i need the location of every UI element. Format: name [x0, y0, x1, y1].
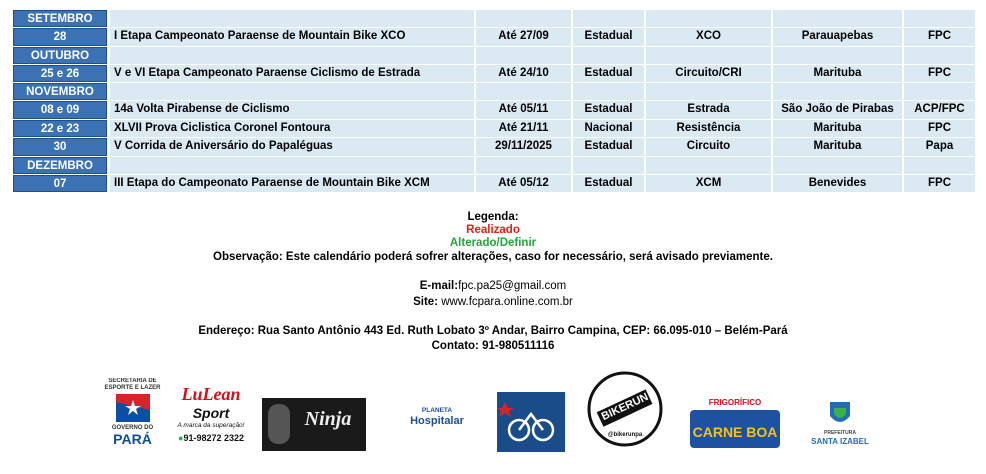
santa-line1: PREFEITURA [824, 430, 856, 436]
cell-modality: Estrada [646, 101, 771, 119]
cell-name: III Etapa do Campeonato Paraense de Mountain Bike XCM [110, 175, 474, 193]
lulean-logo [171, 384, 251, 454]
legend-done: Realizado [466, 224, 520, 236]
cell-city: Marituba [773, 138, 902, 156]
empty-cell [110, 10, 474, 27]
cell-deadline: Até 05/12 [476, 175, 571, 193]
cell-org: FPC [904, 65, 975, 83]
cell-city: Parauapebas [773, 28, 902, 46]
rider-icon [268, 404, 290, 444]
lulean-tag: A marca da superação! [177, 422, 245, 429]
cell-date: 22 e 23 [13, 120, 107, 138]
event-row [13, 120, 975, 139]
cell-modality: Circuito/CRI [646, 65, 771, 83]
governo-logo-line2: ESPORTE E LAZER [104, 385, 161, 391]
month-label: SETEMBRO [13, 10, 107, 27]
empty-cell [573, 83, 644, 100]
governo-logo-line1: SECRETARIA DE [108, 378, 157, 384]
santa-line2: SANTA IZABEL [811, 437, 869, 446]
cell-modality: XCM [646, 175, 771, 193]
legend-title: Legenda: [467, 211, 519, 223]
bikerun-logo [586, 370, 664, 448]
ninja-text: Ninja [304, 408, 352, 430]
empty-cell [646, 83, 771, 100]
cell-level: Estadual [573, 28, 644, 46]
cell-name: V e VI Etapa Campeonato Paraense Ciclismo de Estrada [110, 65, 474, 83]
lulean-phone-line [171, 433, 251, 443]
cell-modality: Circuito [646, 138, 771, 156]
cell-deadline: Até 05/11 [476, 101, 571, 119]
event-row [13, 28, 975, 47]
month-row [13, 47, 975, 65]
cell-date: 30 [13, 138, 107, 156]
cell-level: Nacional [573, 120, 644, 138]
cell-level: Estadual [573, 138, 644, 156]
cell-city: Marituba [773, 65, 902, 83]
santa-izabel-logo [810, 400, 870, 452]
empty-cell [904, 157, 975, 174]
event-row [13, 175, 975, 194]
month-row [13, 10, 975, 28]
empty-cell [773, 157, 902, 174]
cell-org: Papa [904, 138, 975, 156]
empty-cell [904, 83, 975, 100]
empty-cell [773, 47, 902, 64]
event-row [13, 65, 975, 84]
cell-city: Benevides [773, 175, 902, 193]
carne-line1: FRIGORÍFICO [708, 398, 762, 407]
governo-logo-line3: GOVERNO DO [111, 425, 154, 431]
observation-note: Observação: Este calendário poderá sofrer alterações, caso for necessário, será avisado previamente. [213, 251, 773, 263]
empty-cell [573, 157, 644, 174]
month-label: DEZEMBRO [13, 157, 107, 174]
ninja-moto-logo [262, 398, 366, 451]
crest-icon [828, 400, 852, 428]
lulean-phone: 91-98272 2322 [183, 433, 244, 443]
lulean-brand: LuLean [181, 384, 241, 404]
governo-para-logo [104, 378, 161, 448]
month-row [13, 83, 975, 101]
address-line: Endereço: Rua Santo Antônio 443 Ed. Ruth Lobato 3º Andar, Bairro Campina, CEP: 66.095-010 – Belém-Pará [198, 325, 788, 337]
site-value[interactable]: www.fcpara.online.com.br [441, 296, 573, 308]
empty-cell [110, 83, 474, 100]
carne-line2: CARNE BOA [692, 424, 778, 440]
cell-modality: XCO [646, 28, 771, 46]
whatsapp-icon: ● [178, 433, 184, 443]
empty-cell [646, 10, 771, 27]
cell-name: V Corrida de Aniversário do Papaléguas [110, 138, 474, 156]
cell-city: São João de Pirabas [773, 101, 902, 119]
flag-star-icon [116, 394, 150, 422]
email-value[interactable]: fpc.pa25@gmail.com [458, 280, 567, 292]
event-row [13, 138, 975, 157]
month-label: OUTUBRO [13, 47, 107, 64]
lulean-sub: Sport [192, 405, 230, 421]
empty-cell [904, 47, 975, 64]
cell-date: 08 e 09 [13, 101, 107, 119]
empty-cell [773, 10, 902, 27]
cell-org: FPC [904, 28, 975, 46]
cell-date: 07 [13, 175, 107, 193]
legend-changed: Alterado/Definir [449, 237, 537, 249]
empty-cell [476, 157, 571, 174]
empty-cell [476, 47, 571, 64]
empty-cell [646, 157, 771, 174]
federation-logo [497, 392, 565, 452]
month-label: NOVEMBRO [13, 83, 107, 100]
cell-modality: Resistência [646, 120, 771, 138]
cyclist-icon [497, 392, 565, 452]
cell-name: XLVII Prova Ciclistica Coronel Fontoura [110, 120, 474, 138]
site-line [0, 296, 986, 308]
cell-name: I Etapa Campeonato Paraense de Mountain Bike XCO [110, 28, 474, 46]
site-label: Site: [413, 296, 439, 308]
cell-org: FPC [904, 175, 975, 193]
empty-cell [476, 10, 571, 27]
empty-cell [904, 10, 975, 27]
email-line [0, 280, 986, 292]
cell-level: Estadual [573, 101, 644, 119]
cell-org: FPC [904, 120, 975, 138]
cell-level: Estadual [573, 175, 644, 193]
bikerun-text: BIKERUN [599, 390, 651, 424]
empty-cell [110, 157, 474, 174]
planeta-hospitalar-logo [399, 405, 475, 435]
cell-org: ACP/FPC [904, 101, 975, 119]
empty-cell [573, 10, 644, 27]
phone-line: Contato: 91-980511116 [431, 340, 555, 352]
cell-date: 25 e 26 [13, 65, 107, 83]
carne-boa-logo [686, 396, 784, 451]
email-label: E-mail: [419, 280, 459, 292]
cell-deadline: Até 21/11 [476, 120, 571, 138]
cell-deadline: Até 27/09 [476, 28, 571, 46]
planeta-line2: Hospitalar [410, 415, 464, 427]
cell-city: Marituba [773, 120, 902, 138]
cell-level: Estadual [573, 65, 644, 83]
empty-cell [573, 47, 644, 64]
calendar-table [13, 10, 975, 193]
empty-cell [646, 47, 771, 64]
planeta-line1: PLANETA [421, 407, 453, 414]
cell-deadline: 29/11/2025 [476, 138, 571, 156]
empty-cell [110, 47, 474, 64]
empty-cell [773, 83, 902, 100]
cell-deadline: Até 24/10 [476, 65, 571, 83]
cell-name: 14a Volta Pirabense de Ciclismo [110, 101, 474, 119]
month-row [13, 157, 975, 175]
event-row [13, 101, 975, 120]
bikerun-handle: @bikerunpa [607, 432, 643, 438]
governo-logo-line4: PARÁ [113, 431, 152, 447]
empty-cell [476, 83, 571, 100]
cell-date: 28 [13, 28, 107, 46]
